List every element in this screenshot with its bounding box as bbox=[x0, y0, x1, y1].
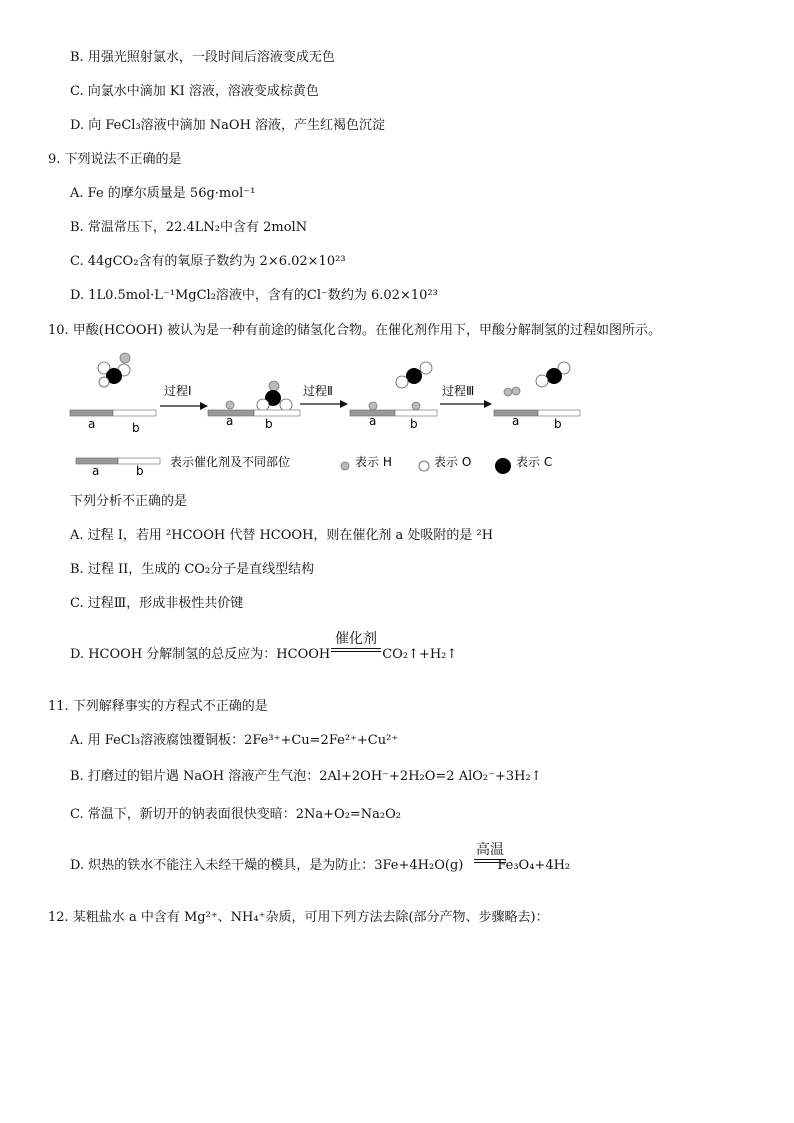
q10-d-condition bbox=[331, 630, 381, 652]
q11-d-prefix: D. 炽热的铁水不能注入未经干燥的模具，是为防止：3Fe+4H₂O(g) bbox=[70, 858, 464, 873]
q10-sub-stem: 下列分析不正确的是 bbox=[70, 494, 188, 509]
stage3-label-a: a bbox=[369, 414, 377, 428]
q9-option-d: D. 1L0.5mol·L⁻¹MgCl₂溶液中，含有的Cl⁻数约为 6.02×10²³ bbox=[70, 288, 438, 303]
legend-o-icon bbox=[419, 461, 429, 471]
option-c-prev: C. 向氯水中滴加 KI 溶液，溶液变成棕黄色 bbox=[70, 84, 319, 99]
reaction-process-diagram bbox=[60, 348, 600, 478]
legend-o-text: 表示 O bbox=[434, 455, 472, 469]
stage-1 bbox=[70, 353, 156, 435]
legend-label-b: b bbox=[136, 464, 144, 478]
arrow-process-1 bbox=[160, 383, 208, 410]
stage1-label-b: b bbox=[132, 421, 140, 435]
q9-option-c: C. 44gCO₂含有的氧原子数约为 2×6.02×10²³ bbox=[70, 254, 346, 269]
q12-stem: 12. 某粗盐水 a 中含有 Mg²⁺、NH₄⁺杂质，可用下列方法去除(部分产物、步骤略去)： bbox=[48, 910, 549, 925]
process-1-label: 过程Ⅰ bbox=[164, 384, 192, 398]
q10-stem: 10. 甲酸(HCOOH) 被认为是一种有前途的储氢化合物。在催化剂作用下，甲酸分解制氢的过程如图所示。 bbox=[48, 323, 662, 338]
stage1-label-a: a bbox=[88, 417, 96, 431]
q10-d-catalyst-label: 催化剂 bbox=[335, 631, 377, 647]
arrow-process-2 bbox=[300, 383, 348, 408]
option-b-prev: B. 用强光照射氯水，一段时间后溶液变成无色 bbox=[70, 50, 335, 65]
stage-2 bbox=[208, 381, 300, 431]
q10-d-products: CO₂↑+H₂↑ bbox=[382, 647, 458, 662]
q11-d-condition bbox=[474, 841, 506, 863]
q9-stem: 9. 下列说法不正确的是 bbox=[48, 152, 182, 167]
stage-4 bbox=[494, 362, 580, 431]
arrow-process-3 bbox=[440, 383, 492, 408]
q10-option-b: B. 过程 II，生成的 CO₂分子是直线型结构 bbox=[70, 562, 315, 577]
legend-catalyst-text: 表示催化剂及不同部位 bbox=[170, 455, 291, 469]
legend-c-icon bbox=[495, 458, 511, 474]
option-d-prev: D. 向 FeCl₃溶液中滴加 NaOH 溶液，产生红褐色沉淀 bbox=[70, 118, 386, 133]
q11-stem: 11. 下列解释事实的方程式不正确的是 bbox=[48, 699, 268, 714]
q11-option-c: C. 常温下，新切开的钠表面很快变暗：2Na+O₂=Na₂O₂ bbox=[70, 807, 402, 822]
legend bbox=[76, 454, 552, 478]
legend-c-text: 表示 C bbox=[516, 455, 553, 469]
legend-h-text: 表示 H bbox=[355, 455, 392, 469]
process-3-label: 过程Ⅲ bbox=[442, 384, 475, 398]
q10-option-c: C. 过程Ⅲ，形成非极性共价键 bbox=[70, 596, 244, 611]
legend-label-a: a bbox=[92, 464, 100, 478]
stage2-label-b: b bbox=[265, 417, 273, 431]
stage4-label-b: b bbox=[554, 417, 562, 431]
q11-option-b: B. 打磨过的铝片遇 NaOH 溶液产生气泡：2Al+2OH⁻+2H₂O=2 AlO₂⁻+3H₂↑ bbox=[70, 769, 542, 784]
stage3-label-b: b bbox=[410, 417, 418, 431]
stage-3 bbox=[350, 362, 437, 431]
q11-d-high-temp-label: 高温 bbox=[476, 842, 504, 858]
q9-option-b: B. 常温常压下，22.4LN₂中含有 2molN bbox=[70, 220, 308, 235]
q10-d-prefix: D. HCOOH 分解制氢的总反应为：HCOOH bbox=[70, 647, 331, 662]
q9-option-a: A. Fe 的摩尔质量是 56g·mol⁻¹ bbox=[70, 186, 256, 201]
q10-option-d bbox=[70, 646, 457, 664]
process-2-label: 过程Ⅱ bbox=[303, 384, 333, 398]
stage4-label-a: a bbox=[512, 414, 520, 428]
q11-d-products: Fe₃O₄+4H₂ bbox=[497, 858, 571, 873]
legend-h-icon bbox=[341, 462, 349, 470]
q11-option-a: A. 用 FeCl₃溶液腐蚀覆铜板：2Fe³⁺+Cu=2Fe²⁺+Cu²⁺ bbox=[70, 733, 399, 748]
stage2-label-a: a bbox=[226, 414, 234, 428]
q10-option-a: A. 过程 I，若用 ²HCOOH 代替 HCOOH，则在催化剂 a 处吸附的是 ²H bbox=[70, 528, 494, 543]
